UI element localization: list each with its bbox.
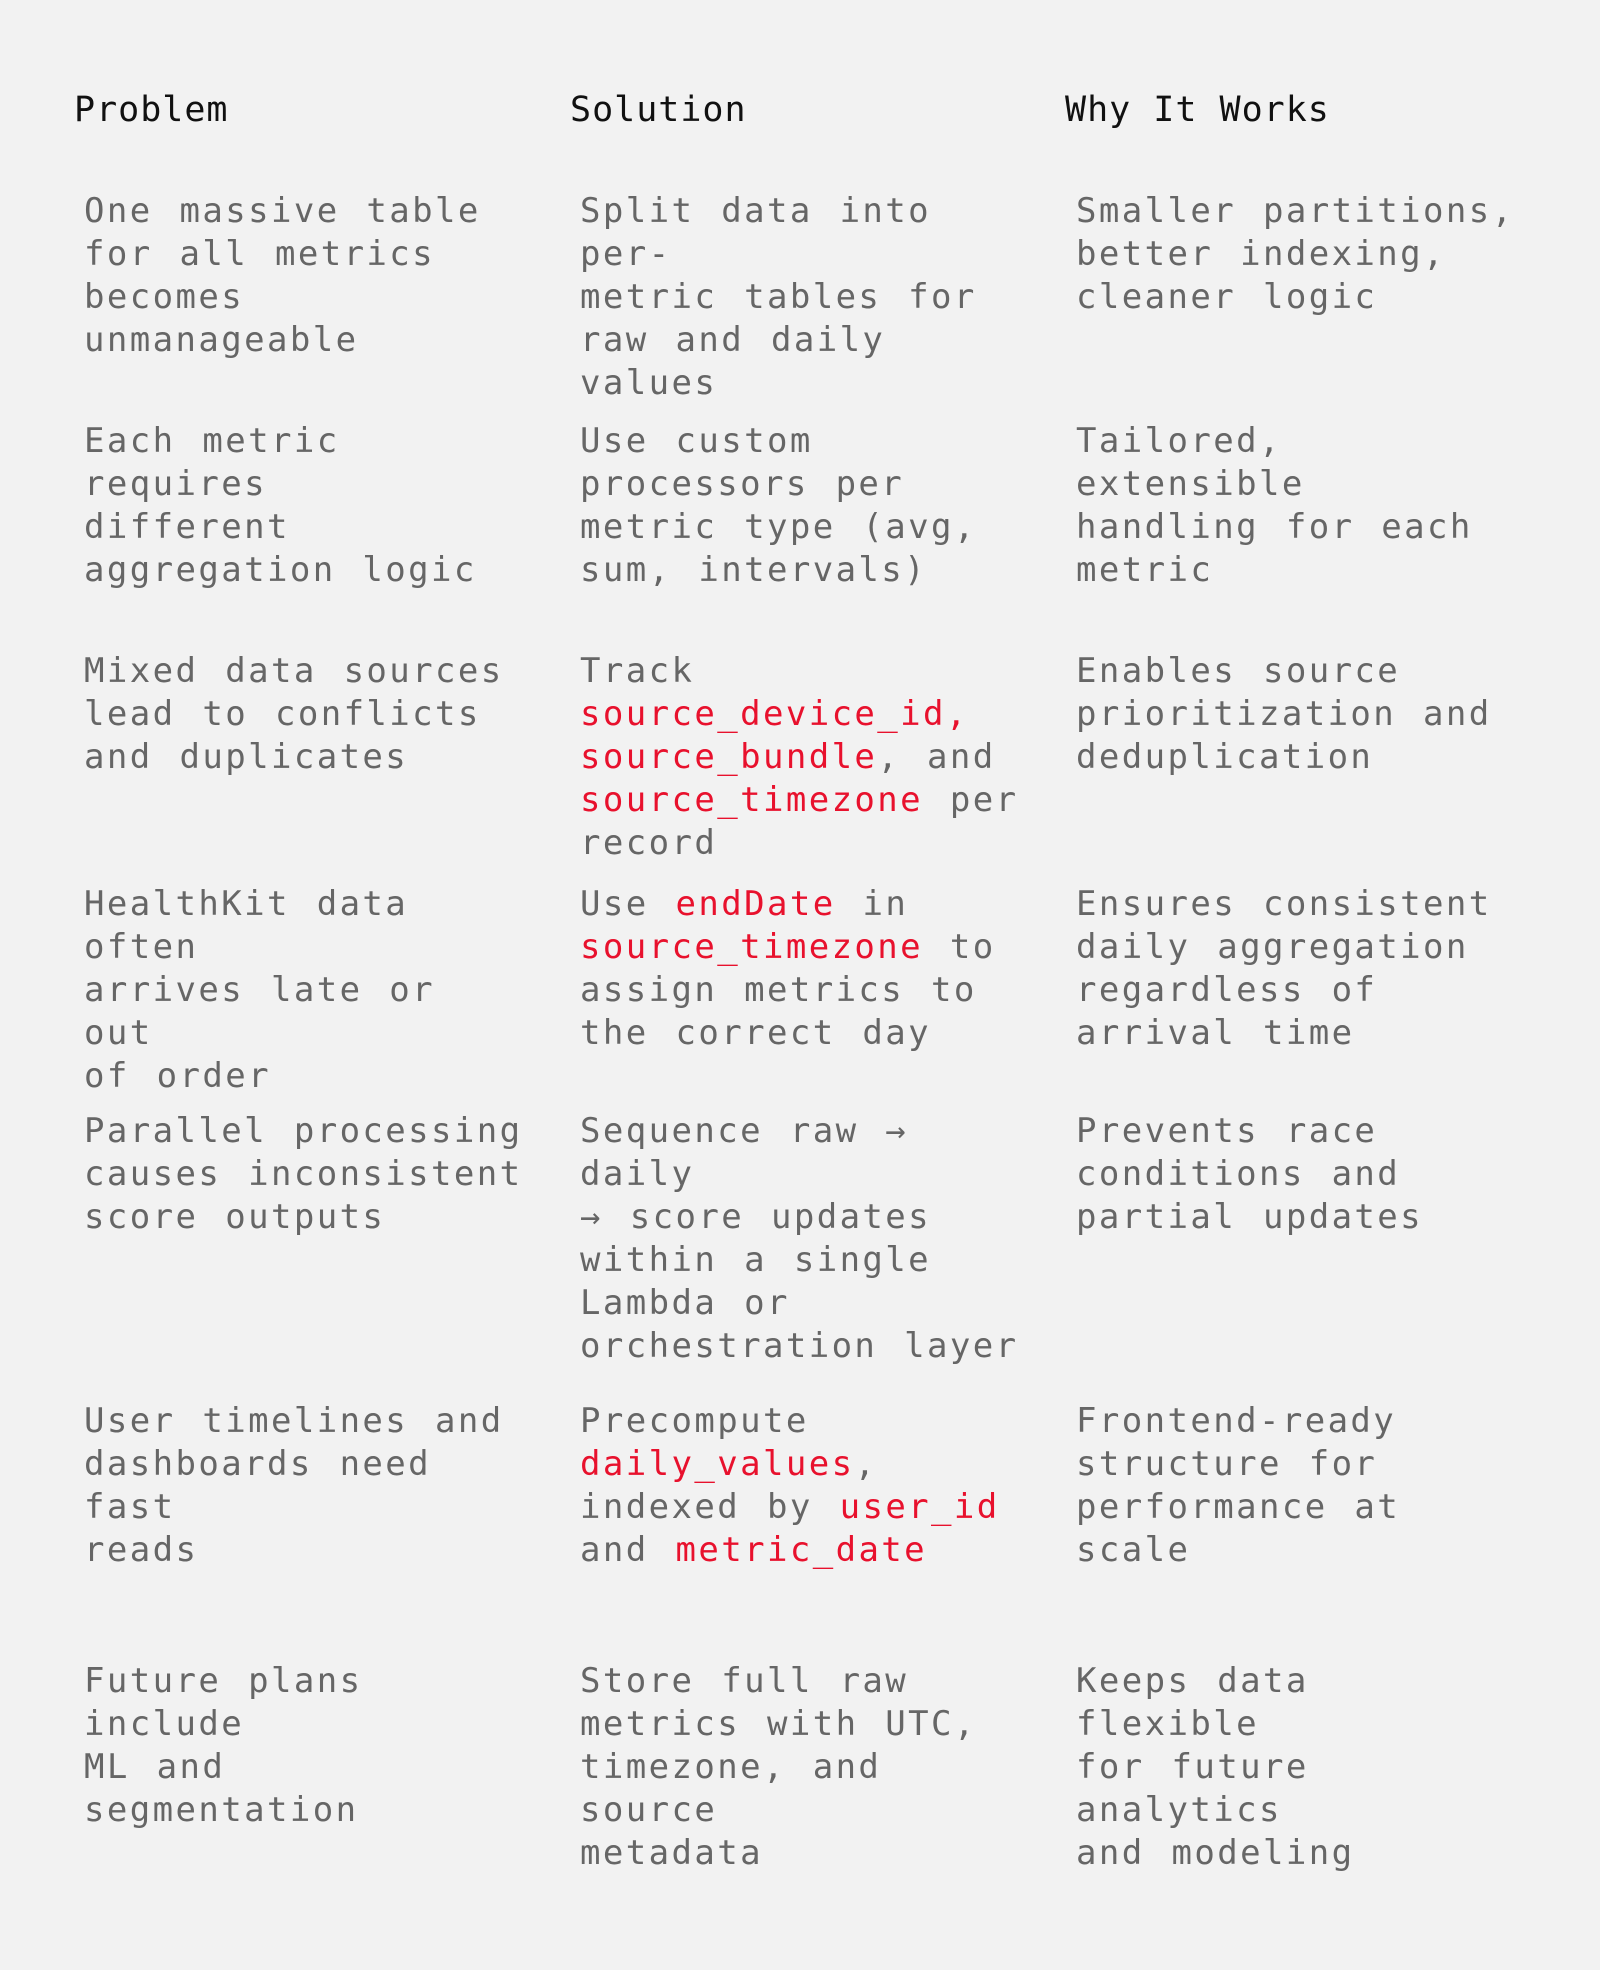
header-why-it-works: Why It Works — [1065, 90, 1330, 130]
code-identifier: source_timezone — [580, 780, 924, 820]
why-text: daily aggregation — [1076, 927, 1469, 967]
text-segment: orchestration layer — [580, 1326, 1019, 1366]
text-segment: Precompute — [580, 1401, 809, 1441]
why-text: handling for each — [1076, 507, 1473, 547]
code-identifier: source_timezone — [580, 927, 924, 967]
solution-text — [580, 1486, 1020, 1529]
why-text: cleaner logic — [1076, 277, 1378, 317]
comparison-table — [74, 0, 1534, 1873]
solution-cell — [580, 650, 1020, 865]
why-text: deduplication — [1076, 737, 1374, 777]
problem-cell — [84, 420, 524, 592]
solution-cell — [580, 420, 1020, 592]
solution-text — [580, 1703, 1020, 1746]
text-segment: metric type (avg, — [580, 507, 977, 547]
why-text: Prevents race — [1076, 1111, 1378, 1151]
problem-text: One massive table — [84, 191, 481, 231]
why-text: Tailored, extensible — [1076, 421, 1309, 504]
solution-text — [580, 650, 1020, 693]
text-segment: in — [835, 884, 909, 924]
solution-text — [580, 736, 1020, 779]
solution-text — [580, 926, 1020, 969]
problem-text: becomes unmanageable — [84, 277, 359, 360]
problem-text: Mixed data sources — [84, 651, 504, 691]
solution-text — [580, 1110, 1020, 1196]
text-segment: metadata — [580, 1833, 763, 1873]
problem-text: Each metric requires — [84, 421, 367, 504]
text-segment: → score updates — [580, 1197, 932, 1237]
solution-text — [580, 1832, 1020, 1875]
code-identifier: daily_values — [580, 1444, 855, 1484]
text-segment: Sequence raw → daily — [580, 1111, 936, 1194]
why-cell — [1076, 650, 1516, 779]
problem-text: and duplicates — [84, 737, 409, 777]
why-text: performance at scale — [1076, 1487, 1428, 1570]
problem-text: HealthKit data often — [84, 884, 436, 967]
code-identifier: source_bundle — [580, 737, 878, 777]
why-cell — [1076, 420, 1516, 592]
header-problem: Problem — [74, 90, 229, 130]
text-segment: Track — [580, 651, 695, 691]
problem-text: different — [84, 507, 290, 547]
solution-text — [580, 969, 1020, 1012]
why-text: partial updates — [1076, 1197, 1424, 1237]
solution-text — [580, 506, 1020, 549]
text-segment: processors per — [580, 464, 905, 504]
why-text: Frontend-ready — [1076, 1401, 1397, 1441]
why-text: Enables source — [1076, 651, 1401, 691]
solution-text — [580, 822, 1020, 865]
problem-text: arrives late or out — [84, 970, 462, 1053]
solution-text — [580, 190, 1020, 276]
solution-text — [580, 549, 1020, 592]
problem-text: score outputs — [84, 1197, 386, 1237]
text-segment: to — [923, 927, 996, 967]
solution-cell — [580, 883, 1020, 1055]
problem-text: reads — [84, 1530, 199, 1570]
solution-text — [580, 420, 1020, 463]
solution-text — [580, 1660, 1020, 1703]
text-segment: metric tables for — [580, 277, 977, 317]
text-segment: Split data into per- — [580, 191, 958, 274]
solution-text — [580, 1282, 1020, 1325]
text-segment: and — [580, 1530, 676, 1570]
text-segment: per — [923, 780, 1019, 820]
code-identifier: user_id — [839, 1487, 1000, 1527]
text-segment: Lambda or — [580, 1283, 790, 1323]
problem-text: User timelines and — [84, 1401, 504, 1441]
why-cell — [1076, 190, 1516, 319]
solution-text — [580, 1529, 1020, 1572]
text-segment: assign metrics to — [580, 970, 977, 1010]
solution-text — [580, 1325, 1020, 1368]
solution-text — [580, 1443, 1020, 1486]
why-text: structure for — [1076, 1444, 1378, 1484]
text-segment: indexed by — [580, 1487, 840, 1527]
solution-text — [580, 463, 1020, 506]
problem-text: of order — [84, 1056, 271, 1096]
code-identifier: endDate — [675, 884, 836, 924]
text-segment: within a single — [580, 1240, 932, 1280]
text-segment: , and — [877, 737, 996, 777]
text-segment: record — [580, 823, 718, 863]
table-header — [74, 0, 1534, 150]
header-solution: Solution — [570, 90, 747, 130]
problem-text: ML and segmentation — [84, 1747, 359, 1830]
text-segment: metrics with UTC, — [580, 1704, 977, 1744]
solution-text — [580, 1400, 1020, 1443]
problem-cell — [84, 650, 524, 779]
solution-cell — [580, 1400, 1020, 1572]
why-cell — [1076, 1400, 1516, 1572]
solution-cell — [580, 1660, 1020, 1875]
code-identifier: source_device_id, — [580, 694, 969, 734]
why-text: prioritization and — [1076, 694, 1492, 734]
solution-text — [580, 883, 1020, 926]
why-cell — [1076, 1110, 1516, 1239]
problem-text: aggregation logic — [84, 550, 477, 590]
why-text: conditions and — [1076, 1154, 1401, 1194]
solution-text — [580, 1196, 1020, 1239]
text-segment: timezone, and source — [580, 1747, 909, 1830]
problem-cell — [84, 1400, 524, 1572]
text-segment: Use — [580, 884, 676, 924]
why-text: and modeling — [1076, 1833, 1355, 1873]
why-cell — [1076, 883, 1516, 1055]
why-text: Keeps data flexible — [1076, 1661, 1336, 1744]
problem-text: for all metrics — [84, 234, 436, 274]
solution-text — [580, 319, 1020, 405]
text-segment: the correct day — [580, 1013, 932, 1053]
why-cell — [1076, 1660, 1516, 1875]
solution-text — [580, 693, 1020, 736]
text-segment: sum, intervals) — [580, 550, 928, 590]
solution-text — [580, 276, 1020, 319]
solution-text — [580, 1239, 1020, 1282]
why-text: arrival time — [1076, 1013, 1355, 1053]
problem-text: Future plans include — [84, 1661, 390, 1744]
solution-cell — [580, 1110, 1020, 1368]
text-segment: Use custom — [580, 421, 813, 461]
solution-text — [580, 779, 1020, 822]
problem-cell — [84, 1660, 524, 1832]
why-text: better indexing, — [1076, 234, 1446, 274]
text-segment: raw and daily values — [580, 320, 913, 403]
code-identifier: metric_date — [675, 1530, 928, 1570]
problem-text: causes inconsistent — [84, 1154, 523, 1194]
text-segment: , — [854, 1444, 878, 1484]
why-text: Smaller partitions, — [1076, 191, 1515, 231]
problem-cell — [84, 1110, 524, 1239]
problem-text: dashboards need fast — [84, 1444, 458, 1527]
problem-text: Parallel processing — [84, 1111, 523, 1151]
problem-cell — [84, 883, 524, 1098]
why-text: metric — [1076, 550, 1214, 590]
why-text: Ensures consistent — [1076, 884, 1492, 924]
why-text: regardless of — [1076, 970, 1378, 1010]
text-segment: Store full raw — [580, 1661, 909, 1701]
problem-cell — [84, 190, 524, 362]
solution-text — [580, 1746, 1020, 1832]
problem-text: lead to conflicts — [84, 694, 481, 734]
solution-cell — [580, 190, 1020, 405]
solution-text — [580, 1012, 1020, 1055]
why-text: for future analytics — [1076, 1747, 1336, 1830]
